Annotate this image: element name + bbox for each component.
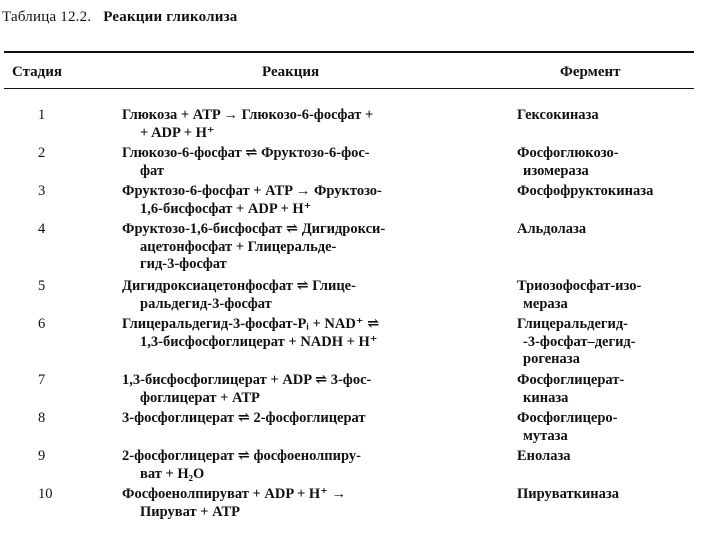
reaction-line: Фосфоенолпируват + ADP + H⁺ → (122, 486, 346, 502)
reaction-line: 1,3-бисфосфоглицерат + NADH + H⁺ (140, 333, 378, 350)
reaction-line: Фруктозо-1,6-бисфосфат ⇌ Дигидрокси- (122, 221, 386, 237)
table-caption-title: Реакции гликолиза (103, 9, 238, 25)
reaction-cell (122, 221, 502, 274)
enzyme-line: изомераза (523, 162, 589, 179)
table-top-rule (4, 51, 694, 53)
stage-number: 1 (38, 107, 46, 123)
table-caption (2, 9, 238, 26)
enzyme-line: Альдолаза (517, 221, 587, 237)
reaction-line: ацетонфосфат + Глицеральде- (140, 238, 337, 255)
stage-number: 2 (38, 145, 46, 161)
enzyme-cell (517, 486, 717, 504)
reaction-line: 3-фосфоглицерат ⇌ 2-фосфоглицерат (122, 410, 366, 426)
enzyme-line: Триозофосфат-изо- (517, 278, 642, 294)
table-header-rule (4, 88, 694, 89)
reaction-cell (122, 107, 502, 142)
enzyme-line: Фосфоглицеро- (517, 410, 618, 426)
stage-number: 10 (38, 486, 53, 502)
enzyme-cell (517, 372, 717, 407)
enzyme-line: Пируваткиназа (517, 486, 619, 502)
reaction-cell (122, 316, 502, 351)
enzyme-cell (517, 145, 717, 180)
reaction-line: + ADP + H⁺ (140, 124, 215, 141)
header-stage: Стадия (12, 64, 63, 80)
reaction-line: гид-3-фосфат (140, 256, 227, 272)
reaction-line: Пируват + ATP (140, 503, 241, 520)
reaction-line: 2-фосфоглицерат ⇌ фосфоенолпиру- (122, 448, 361, 464)
reaction-cell (122, 183, 502, 218)
reaction-cell (122, 372, 502, 407)
stage-number: 6 (38, 316, 46, 332)
stage-number: 7 (38, 372, 46, 388)
enzyme-cell (517, 183, 717, 201)
enzyme-cell (517, 448, 717, 466)
enzyme-line: киназа (523, 389, 569, 406)
header-reaction: Реакция (262, 64, 320, 80)
reaction-cell (122, 486, 502, 521)
reaction-line: ват + H₂O (140, 465, 205, 482)
reaction-line: ральдегид-3-фосфат (140, 295, 272, 312)
reaction-line: Глюкозо-6-фосфат ⇌ Фруктозо-6-фос- (122, 145, 370, 161)
stage-number: 9 (38, 448, 46, 464)
enzyme-cell (517, 410, 717, 445)
reaction-line: Фруктозо-6-фосфат + ATP → Фруктозо- (122, 183, 382, 199)
reaction-line: 1,6-бисфосфат + ADP + H⁺ (140, 200, 312, 217)
reaction-cell (122, 145, 502, 180)
reaction-cell (122, 448, 502, 483)
enzyme-line: -3-фосфат–дегид- (523, 333, 636, 350)
enzyme-line: мераза (523, 295, 568, 312)
table-caption-label: Таблица 12.2. (2, 9, 92, 25)
enzyme-cell (517, 107, 717, 125)
stage-number: 5 (38, 278, 46, 294)
reaction-line: фат (140, 162, 165, 179)
stage-number: 4 (38, 221, 46, 237)
reaction-line: фоглицерат + ATP (140, 389, 260, 406)
enzyme-cell (517, 278, 717, 313)
enzyme-line: Глицеральдегид- (517, 316, 628, 332)
enzyme-cell (517, 316, 717, 369)
reaction-line: 1,3-бисфосфоглицерат + ADP ⇌ 3-фос- (122, 372, 372, 388)
enzyme-line: Фосфоглицерат- (517, 372, 625, 388)
stage-number: 8 (38, 410, 46, 426)
enzyme-line: Фосфоглюкозо- (517, 145, 619, 161)
enzyme-line: Енолаза (517, 448, 571, 464)
stage-number: 3 (38, 183, 46, 199)
reaction-cell (122, 278, 502, 313)
enzyme-line: мутаза (523, 427, 568, 444)
header-enzyme: Фермент (560, 64, 621, 80)
enzyme-cell (517, 221, 717, 239)
enzyme-line: Гексокиназа (517, 107, 599, 123)
enzyme-line: Фосфофруктокиназа (517, 183, 654, 199)
reaction-line: Дигидроксиацетонфосфат ⇌ Глице- (122, 278, 356, 294)
reaction-line: Глицеральдегид-3-фосфат-Pᵢ + NAD⁺ ⇌ (122, 316, 380, 332)
enzyme-line: рогеназа (523, 351, 580, 367)
reaction-cell (122, 410, 502, 428)
reaction-line: Глюкоза + ATP → Глюкозо-6-фосфат + (122, 107, 374, 123)
